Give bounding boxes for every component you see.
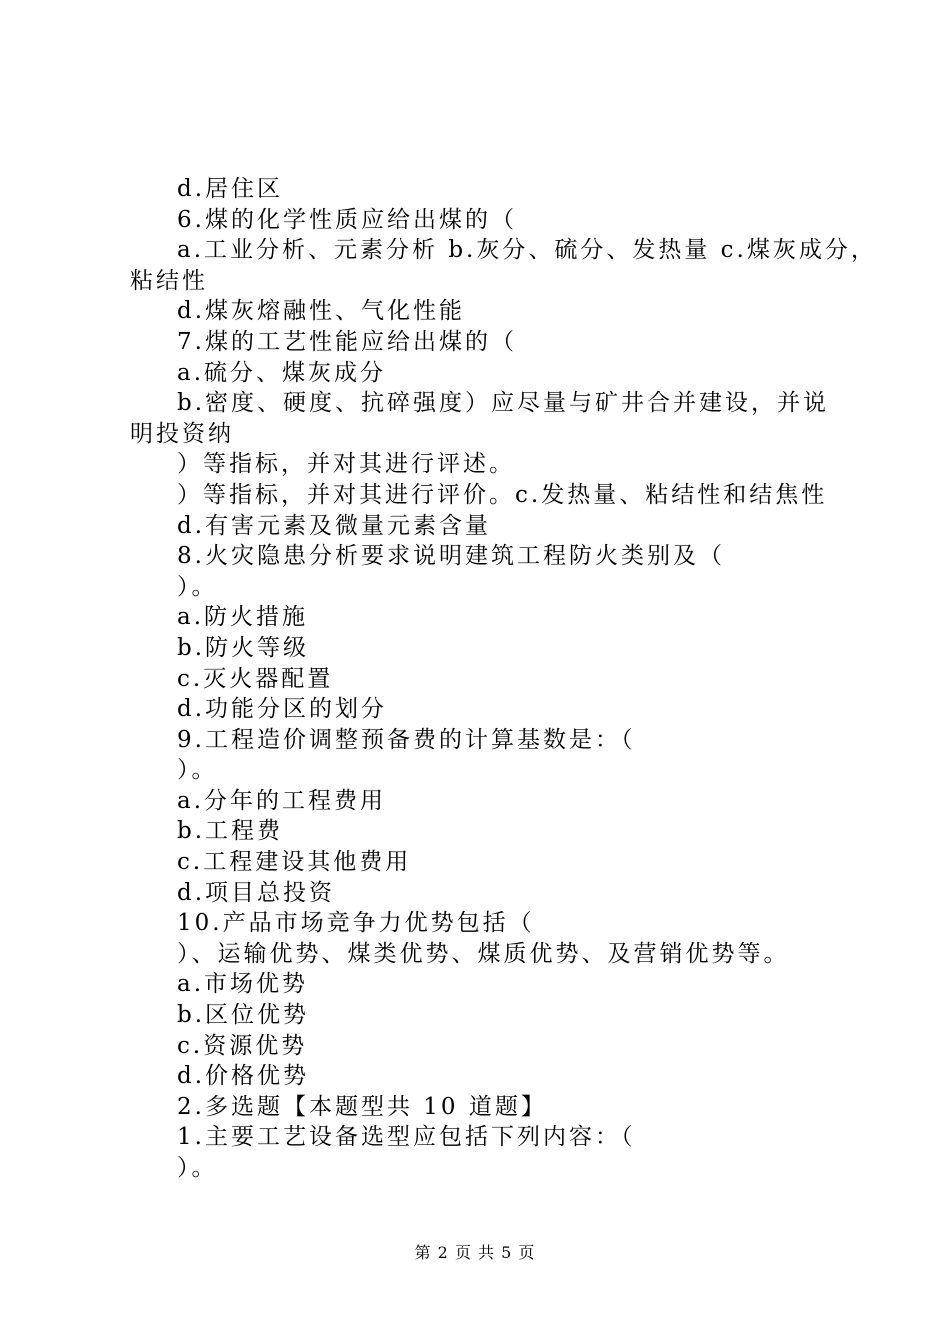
text-line: d.有害元素及微量元素含量 (177, 512, 492, 539)
page-footer: 第 2 页 共 5 页 (414, 1243, 536, 1262)
text-line: b.密度、硬度、抗碎强度）应尽量与矿井合并建设，并说 (177, 390, 830, 417)
text-line: d.价格优势 (177, 1063, 310, 1090)
text-line: 粘结性 (130, 267, 208, 294)
text-line: 2.多选题【本题型共 10 道题】 (177, 1093, 547, 1120)
text-line: a.防火措施 (177, 604, 309, 631)
text-line: b.区位优势 (177, 1002, 310, 1029)
document-body (0, 174, 950, 1184)
text-line: ）。 (177, 1155, 218, 1181)
text-line: 8.火灾隐患分析要求说明建筑工程防火类别及（ (177, 543, 725, 570)
text-line: 明投资纳 (130, 420, 234, 447)
text-line: a.分年的工程费用 (177, 787, 387, 814)
text-line: b.工程费 (177, 818, 284, 845)
text-line: c.灭火器配置 (177, 665, 334, 692)
text-line: d.煤灰熔融性、气化性能 (177, 298, 466, 325)
text-line: ）、运输优势、煤类优势、煤质优势、及营销优势等。 (177, 940, 790, 967)
text-line: ）。 (177, 757, 218, 784)
text-line: 6.煤的化学性质应给出煤的（ (177, 206, 517, 233)
text-line: 1.主要工艺设备选型应包括下列内容：（ (177, 1124, 636, 1151)
text-line: c.资源优势 (177, 1032, 308, 1059)
text-line: 10.产品市场竞争力优势包括（ (177, 910, 535, 937)
text-line: 9.工程造价调整预备费的计算基数是：（ (177, 726, 636, 753)
text-line: 7.煤的工艺性能应给出煤的（ (177, 328, 517, 355)
text-line: ）等指标，并对其进行评述。 (177, 451, 515, 478)
text-line: ）等指标，并对其进行评价。c.发热量、粘结性和结焦性 (177, 481, 828, 508)
text-line: b.防火等级 (177, 634, 310, 661)
text-line: a.市场优势 (177, 971, 309, 998)
text-line: ）。 (177, 573, 218, 600)
text-line: a.硫分、煤灰成分 (177, 359, 387, 386)
text-line: d.项目总投资 (177, 879, 336, 906)
text-line: d.功能分区的划分 (177, 696, 388, 723)
text-line: d.居住区 (177, 176, 284, 202)
text-line: a.工业分析、元素分析 b.灰分、硫分、发热量 c.煤灰成分， (177, 237, 877, 264)
text-line: c.工程建设其他费用 (177, 849, 412, 876)
